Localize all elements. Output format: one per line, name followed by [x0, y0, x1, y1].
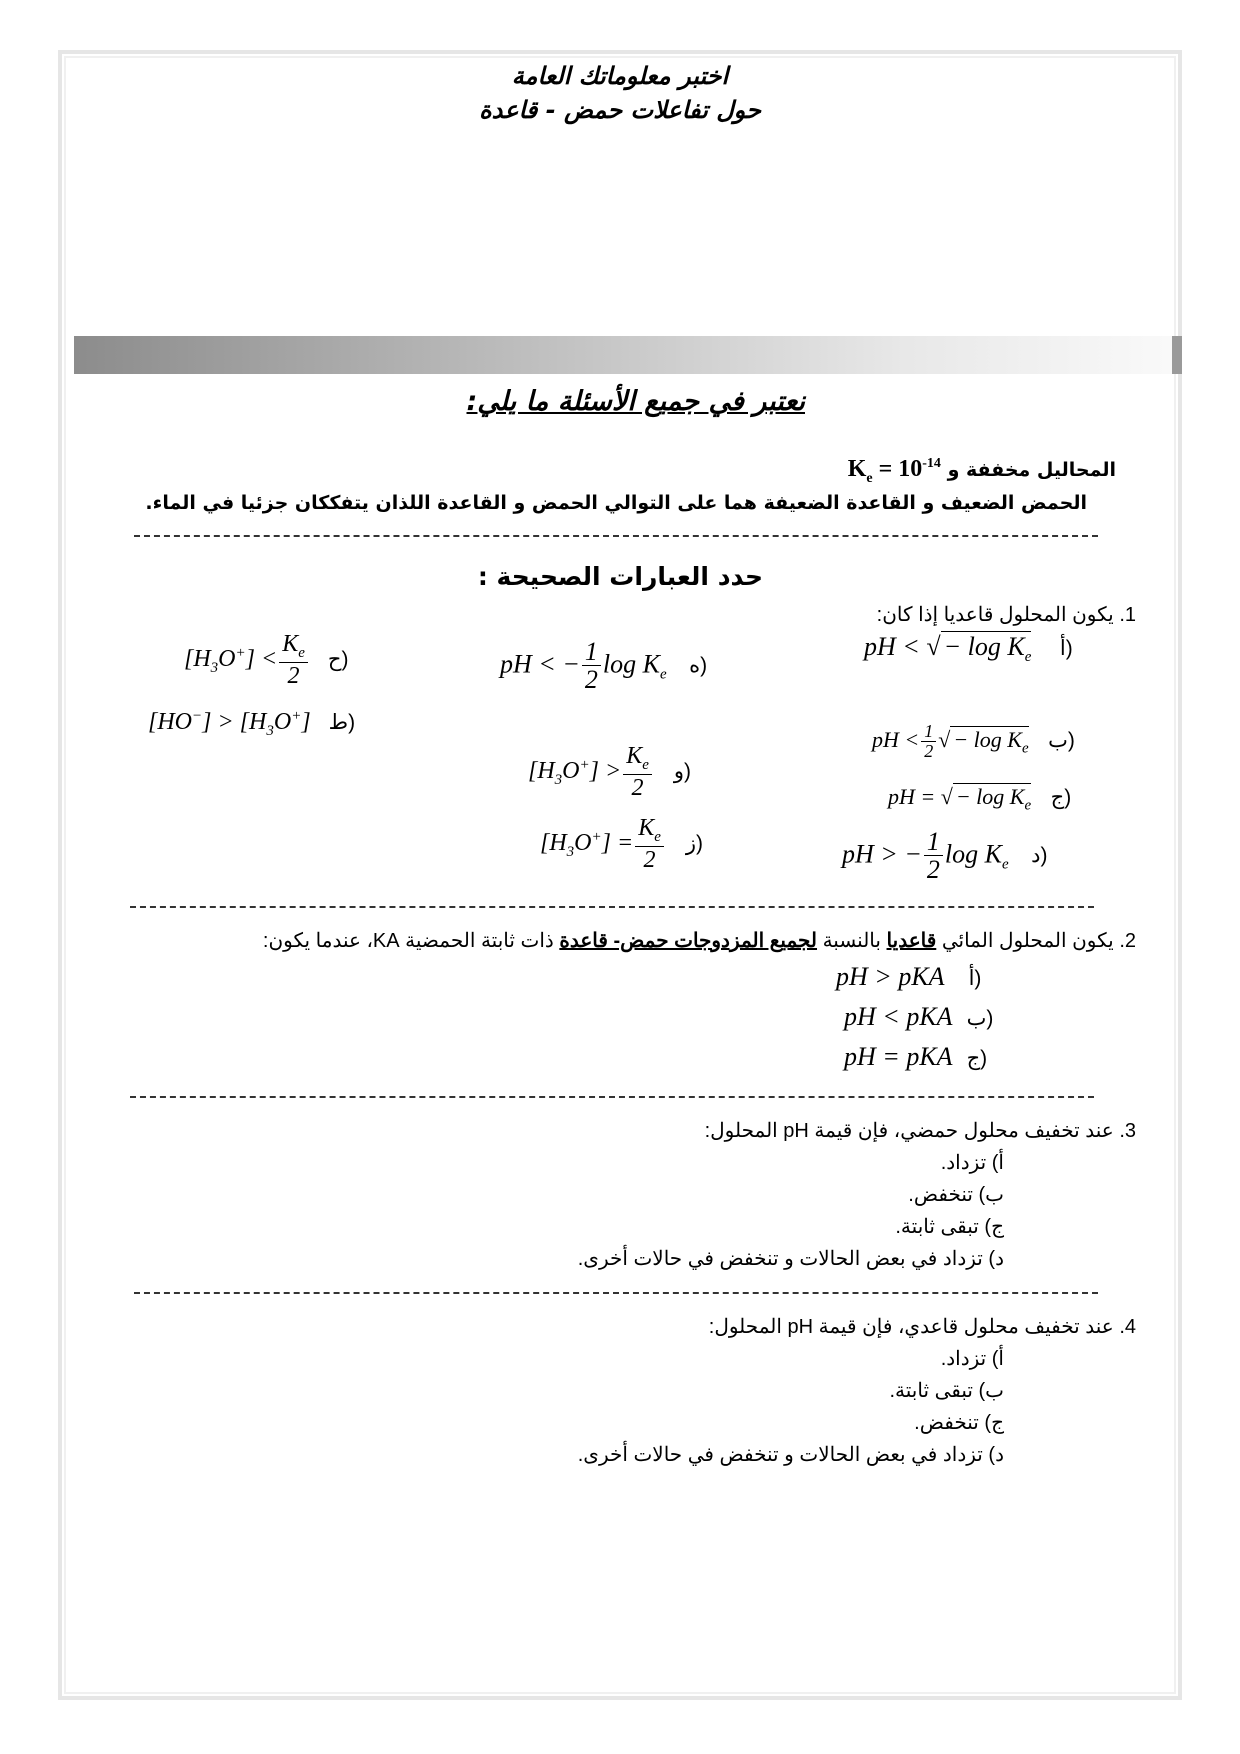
q2-option-a: [836, 962, 981, 992]
q3-option-d: د) تزداد في بعض الحالات و تنخفض في حالات أخرى.: [577, 1248, 1004, 1270]
q3-prompt: [705, 1118, 1136, 1143]
intro-heading: نعتبر في جميع الأسئلة ما يلي:: [466, 386, 805, 417]
q1-label-w: و): [673, 759, 692, 783]
q1-label-b: ب): [1048, 728, 1075, 752]
divider-2: [130, 906, 1094, 908]
q2-number: 2.: [1119, 930, 1136, 952]
q2-option-b: [844, 1002, 993, 1032]
q3-text: عند تخفيف محلول حمضي، فإن قيمة pH المحلول:: [704, 1120, 1114, 1142]
q3-option-b: ب) تنخفض.: [908, 1184, 1004, 1206]
q2-option-c: [844, 1042, 987, 1072]
q1-option-ta: $[HO^-] > [H_3O^+]$ ط): [148, 708, 356, 739]
ke-formula: $K_e = 10^{-14}$: [847, 456, 941, 486]
q1-label-z: ز): [685, 831, 704, 855]
q4-prompt: [709, 1314, 1136, 1339]
q2-text-b: قاعديا: [886, 930, 937, 952]
q1-label-h: ه): [689, 654, 708, 678]
q4-option-b: ب) تبقى ثابتة.: [889, 1380, 1004, 1402]
q1-text: يكون المحلول قاعديا إذا كان:: [876, 604, 1114, 626]
q4-number: 4.: [1119, 1316, 1136, 1338]
intro-line-1: [848, 456, 1116, 487]
q3-option-c: ج) تبقى ثابتة.: [895, 1216, 1004, 1238]
divider-4: [134, 1292, 1098, 1294]
q1-option-w: $[H_3O^+]$ > $\frac{K_e}{2}$ و): [528, 743, 692, 801]
q4-text: عند تخفيف محلول قاعدي، فإن قيمة pH المحلول:: [708, 1316, 1114, 1338]
q1-label-a: أ): [1059, 637, 1073, 660]
intro-line-1-text: المحاليل مخففة و: [947, 459, 1116, 481]
q1-option-c: pH = √ − $\log K_e$ ج): [888, 784, 1072, 814]
q1-label-c: ج): [1050, 786, 1072, 809]
q4-option-c: ج) تنخفض.: [914, 1412, 1004, 1434]
q4-option-d: د) تزداد في بعض الحالات و تنخفض في حالات أخرى.: [577, 1444, 1004, 1466]
q1-option-a: pH < √ − $\log K_e$ أ): [864, 632, 1073, 666]
q2-text-c: بالنسبة: [822, 930, 881, 952]
q3-number: 3.: [1119, 1120, 1136, 1142]
q2-option-a-text: pH > pKA: [836, 962, 945, 991]
divider-3: [130, 1096, 1094, 1098]
q1-number: 1.: [1119, 604, 1136, 626]
section-title: حدد العبارات الصحيحة :: [477, 562, 763, 591]
q4-option-a: أ) تزداد.: [940, 1348, 1004, 1370]
q1-prompt: [877, 602, 1136, 627]
q2-option-b-text: pH < pKA: [844, 1002, 953, 1031]
q1-label-d: د): [1031, 844, 1048, 868]
q1-option-b: pH < $\frac{1}{2}$ √ − $\log K_e$ ب): [872, 721, 1075, 761]
q2-option-c-text: pH = pKA: [844, 1042, 953, 1071]
q2-label-b: ب): [966, 1007, 994, 1030]
q1-option-z: $[H_3O^+]$ = $\frac{K_e}{2}$ ز): [540, 815, 704, 873]
q2-text-d: لجميع المزدوجات حمض- قاعدة: [559, 930, 818, 952]
q2-text-e: ذات ثابتة الحمضية KA، عندما يكون:: [262, 930, 554, 952]
q3-option-a: أ) تزداد.: [940, 1152, 1004, 1174]
divider-1: [134, 535, 1098, 537]
title-line-1: اختبر معلوماتك العامة: [511, 62, 729, 90]
q1-label-ha: ح): [327, 647, 349, 671]
header-bar-end: [1172, 336, 1182, 374]
q1-option-ha: $[H_3O^+]$ < $\frac{K_e}{2}$ ح): [184, 631, 349, 689]
q2-prompt: [263, 928, 1136, 953]
title-line-2: حول تفاعلات حمض - قاعدة: [479, 96, 761, 124]
header-gradient-bar: [74, 336, 1182, 374]
q2-label-c: ج): [966, 1047, 988, 1070]
q2-label-a: أ): [968, 967, 982, 990]
intro-line-2: الحمض الضعيف و القاعدة الضعيفة هما على التوالي الحمض و القاعدة اللذان يتفككان جزئيا في الماء.: [145, 492, 1087, 514]
q1-label-ta: ط): [328, 711, 356, 734]
q2-text-a: يكون المحلول المائي: [941, 930, 1114, 952]
q1-option-d: pH > − $\frac{1}{2}$ $\log K_e$ د): [842, 827, 1048, 885]
q1-option-h: pH < − $\frac{1}{2}$ $\log K_e$ ه): [500, 637, 708, 695]
